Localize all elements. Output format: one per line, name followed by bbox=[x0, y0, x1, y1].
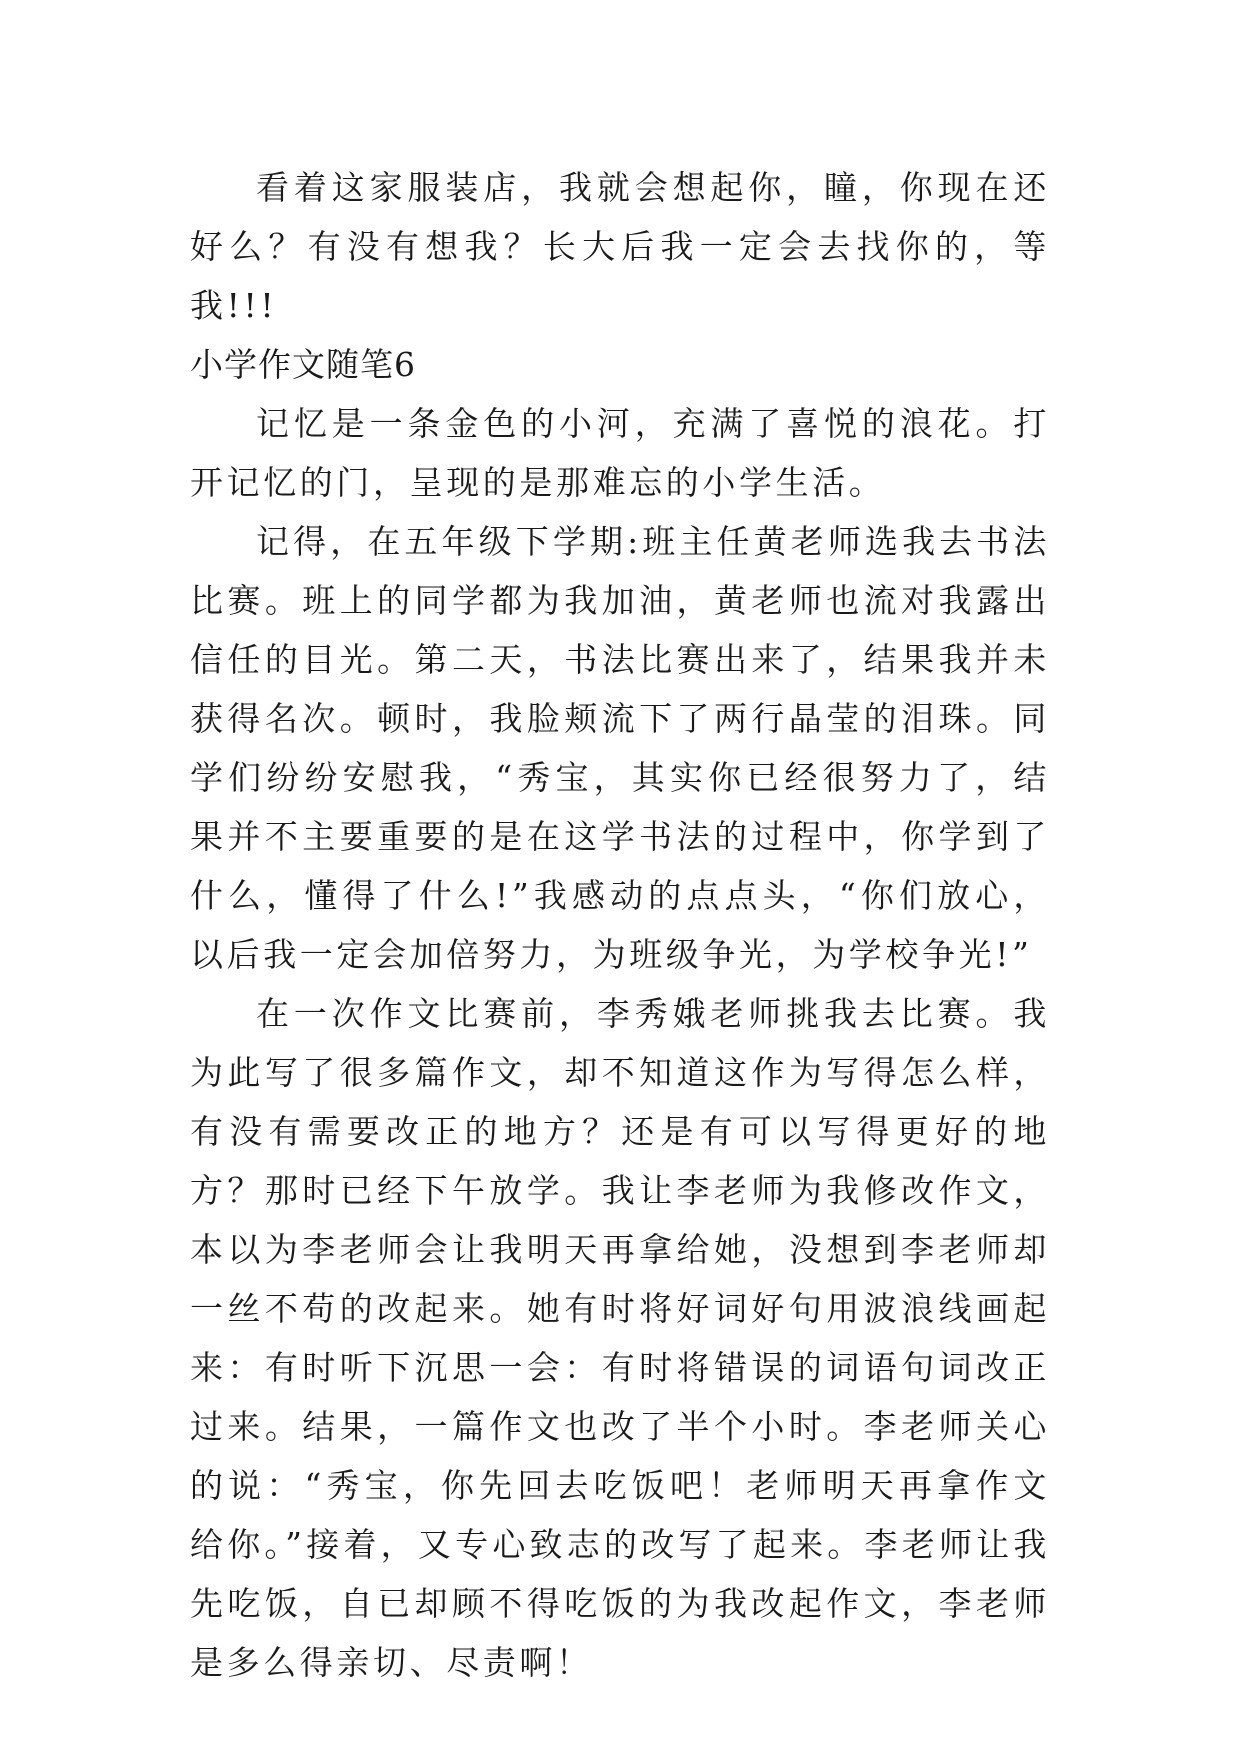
paragraph-4: 在一次作文比赛前，李秀娥老师挑我去比赛。我为此写了很多篇作文，却不知道这作为写得怎么样，有没有需要改正的地方？还是有可以写得更好的地方？那时已经下午放学。我让李老师为我修改作文，本以为李老师会让我明天再拿给她，没想到李老师却一丝不苟的改起来。她有时将好词好句用波浪线画起来：有时听下沉思一会：有时将错误的词语句词改正过来。结果，一篇作文也改了半个小时。李老师关心的说：“秀宝，你先回去吃饭吧！老师明天再拿作文给你。”接着，又专心致志的改写了起来。李老师让我先吃饭，自已却顾不得吃饭的为我改起作文，李老师是多么得亲切、尽责啊！ bbox=[190, 994, 1050, 1682]
paragraph-3: 记得，在五年级下学期:班主任黄老师选我去书法比赛。班上的同学都为我加油，黄老师也流对我露出信任的目光。第二天，书法比赛出来了，结果我并未获得名次。顿时，我脸颊流下了两行晶莹的泪珠。同学们纷纷安慰我，“秀宝，其实你已经很努力了，结果并不主要重要的是在这学书法的过程中，你学到了什么，懂得了什么!”我感动的点点头，“你们放心，以后我一定会加倍努力，为班级争光，为学校争光!” bbox=[190, 522, 1050, 974]
document-page bbox=[190, 158, 1050, 1692]
section-heading: 小学作文随笔6 bbox=[190, 345, 416, 384]
paragraph-2: 记忆是一条金色的小河，充满了喜悦的浪花。打开记忆的门，呈现的是那难忘的小学生活。 bbox=[190, 404, 1050, 502]
paragraph-1: 看着这家服装店，我就会想起你，瞳，你现在还好么？有没有想我？长大后我一定会去找你的，等我!!! bbox=[190, 168, 1050, 325]
